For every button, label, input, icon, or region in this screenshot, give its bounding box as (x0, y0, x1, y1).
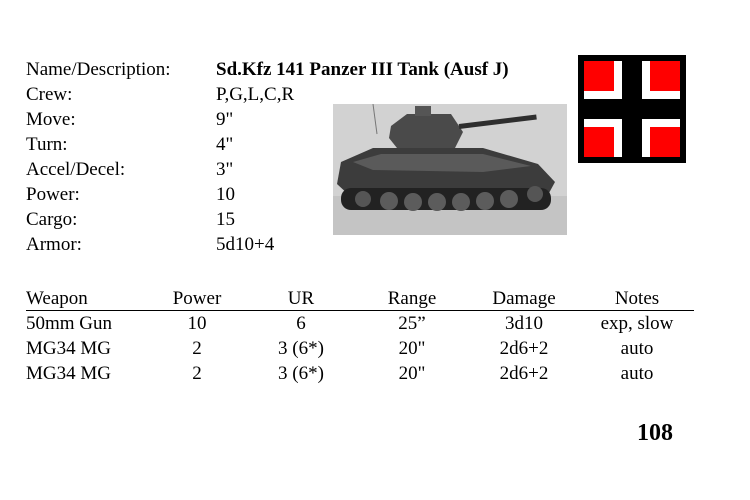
weapons-table-header (26, 286, 694, 311)
stat-label: Power: (26, 184, 80, 205)
stat-value: 10 (216, 184, 235, 205)
weapon-power: 2 (192, 363, 202, 384)
stat-value: 4" (216, 134, 234, 155)
weapon-power: 2 (192, 338, 202, 359)
table-row (26, 361, 694, 386)
weapon-name: 50mm Gun (26, 313, 113, 334)
weapon-ur: 3 (6*) (278, 338, 324, 359)
table-row (26, 311, 694, 336)
weapon-name: MG34 MG (26, 363, 111, 384)
column-header: Range (387, 288, 437, 309)
page-number: 108 (637, 420, 673, 446)
stat-label: Cargo: (26, 209, 78, 230)
stat-value: 5d10+4 (216, 234, 275, 255)
weapon-range: 20" (398, 363, 426, 384)
stat-label: Crew: (26, 84, 73, 105)
stat-value: P,G,L,C,R (216, 84, 295, 105)
weapon-notes: auto (620, 338, 654, 359)
column-header: Notes (614, 288, 660, 309)
stat-label: Accel/Decel: (26, 159, 126, 180)
weapon-ur: 3 (6*) (278, 363, 324, 384)
vehicle-name: Sd.Kfz 141 Panzer III Tank (Ausf J) (216, 59, 509, 80)
weapon-damage: 2d6+2 (499, 338, 549, 359)
stat-label: Name/Description: (26, 59, 171, 80)
weapon-ur: 6 (296, 313, 306, 334)
balkenkreuz-flag-icon (578, 55, 686, 163)
weapon-notes: auto (620, 363, 654, 384)
weapon-damage: 3d10 (505, 313, 543, 334)
column-header: UR (287, 288, 315, 309)
weapon-damage: 2d6+2 (499, 363, 549, 384)
stat-label: Armor: (26, 234, 82, 255)
stat-value: 15 (216, 209, 235, 230)
column-header: Power (172, 288, 222, 309)
weapon-name: MG34 MG (26, 338, 111, 359)
stat-value: 9" (216, 109, 234, 130)
stat-label: Turn: (26, 134, 68, 155)
weapons-table (26, 286, 694, 386)
weapon-range: 20" (398, 338, 426, 359)
column-header: Weapon (26, 288, 88, 309)
stat-label: Move: (26, 109, 76, 130)
weapon-notes: exp, slow (600, 313, 674, 334)
stat-value: 3" (216, 159, 234, 180)
tank-photo (333, 104, 567, 235)
weapon-range: 25” (398, 313, 426, 334)
weapon-power: 10 (187, 313, 207, 334)
column-header: Damage (492, 288, 556, 309)
table-row (26, 336, 694, 361)
